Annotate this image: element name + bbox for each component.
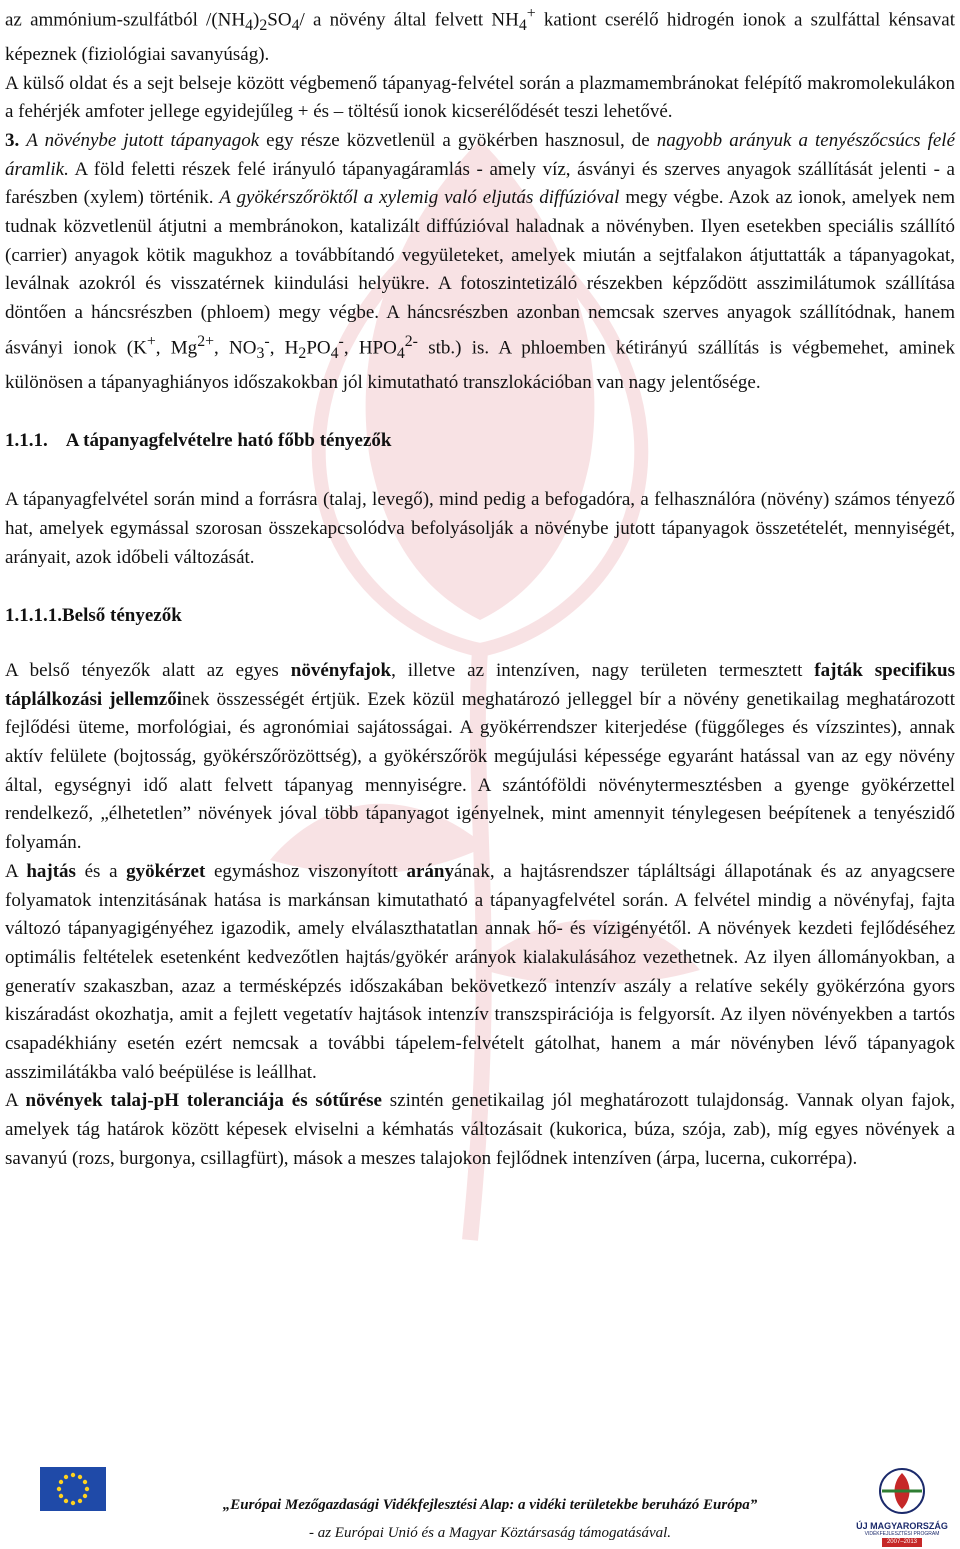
paragraph-2: A külső oldat és a sejt belseje között végbemenő tápanyag-felvétel során a plazmamembránokat felépítő makromolekulákon a fehérjék amfoter jellege egyidejűleg + és – töltésű ionok kicserélődését teszi lehetővé. — [5, 72, 955, 123]
footer-line-2: - az Európai Unió és a Magyar Köztársaság támogatásával. — [308, 1525, 672, 1541]
logo-emblem-icon — [852, 1461, 952, 1521]
document-page — [5, 0, 955, 1174]
eu-flag-icon — [40, 1467, 106, 1511]
logo-subtitle: VIDÉKFEJLESZTÉSI PROGRAM — [864, 1531, 940, 1537]
section-heading-2: 1.1.1.1.Belső tényezők — [5, 605, 182, 627]
paragraph-5: A belső tényezők alatt az egyes növényfajok, illetve az intenzíven, nagy területen termesztett fajták specifikus táplálkozási jellemzőinek összességét értjük. Ezek közül meghatározó jelleggel bír a növény genetikailag meghatározott fejlődési üteme, morfológiai, és agronómiai sajátosságai. A gyökérrendszer kiterjedése (függőleges és vízszintes), annak aktív felülete (bojtosság, gyökérszőrözöttség), a gyökérszőrök megújulási képessége egyaránt hatással van az egy növény által, egységnyi idő alatt felvett tápanyag mennyiségre. A szántóföldi növénytermesztésben a gyenge gyökérzettel rendelkező, „élhetetlen” növények jóval több tápanyagot igényelnek, mint amennyit ténylegesen beépítenek a tenyészidő folyamán. — [5, 659, 956, 854]
paragraph-6: A hajtás és a gyökérzet egymáshoz viszonyított arányának, a hajtásrendszer tápláltsági állapotának és az anyagcsere folyamatok intenzitásának hatása is markánsan kimutatható a tápanyagfelvétel során. A felvétel mindig a növényfaj, fajta változó tápanyagigényéhez igazodik, amely elválaszthatatlan annak hő- és vízigényétől. A növények kezdeti fejlődéséhez optimális feltételek esetenként kedvezőtlen hajtás/gyökér arányok kialakulásához vezethetnek. Az ilyen állományokban, a generatív szakaszban, azaz a termésképzés időszakában bekövetkező intenzív aszály a relatíve sekély gyökérzóna gyors kiszáradást okozhatja, amit a fejlett vegetatív hajtások intenzív transzspirációja is felgyorsít. Az ilyen növényekben a tartós csapadékhiány esetén ezért nemcsak a további tápelem-felvételt gátolhat, hanem a már növényben lévő tápanyagok asszimilátákba való beépülése is leállhat. — [5, 860, 955, 1083]
page-footer — [0, 1455, 960, 1549]
logo-title: ÚJ MAGYARORSZÁG — [856, 1521, 948, 1531]
footer-line-1: „Európai Mezőgazdasági Vidékfejlesztési Alap: a vidéki területekbe beruházó Európa” — [222, 1497, 758, 1513]
paragraph-4: A tápanyagfelvétel során mind a forrásra (talaj, levegő), mind pedig a befogadóra, a felhasználóra (növény) számos tényező hat, amelyek egymással szorosan összekapcsolódva befolyásolják a növénybe jutott tápanyagok összetételét, mennyiségét, arányait, azok időbeli változását. — [5, 489, 955, 568]
uj-magyarorszag-logo — [852, 1461, 952, 1549]
eu-stars-icon — [40, 1467, 106, 1511]
paragraph-3: 3. A növénybe jutott tápanyagok egy része közvetlenül a gyökérben hasznosul, de nagyobb arányuk a tenyészőcsúcs felé áramlik. A föld feletti részek felé irányuló tápanyagáramlás - amely víz, ásványi és szerves anyagok szállítását jelenti - a farészben (xylem) történik. A gyökérszőröktől a xylemig való eljutás diffúzióval megy végbe. Azok az ionok, amelyek nem tudnak közvetlenül átjutni a membránokon, katalizált diffúzióval haladnak a növényben. Ilyen esetekben speciális szállító (carrier) anyagok kötik magukhoz a továbbítandó vegyületeket, amelyek miután a sejtfalakon átjuttatták a tápanyagokat, leválnak azokról és visszatérnek kiindulási helyükre. A fotoszintetizáló részekben képződött asszimilátumok szállítása döntően a háncsrészben (phloem) megy végbe. A háncsrészben azonban nemcsak szerves anyagok szállítódnak, hanem ásványi ionok (K+, $Mg^{2+}$, $NO_3^-$, $H_2PO_4^-$, $HPO_4^{2-}$ stb.) is. A phloemben kétirányú szállítás is végbemehet, aminek különösen a tápanyaghiányos időszakokban jól kimutatható transzlokációban van nagy jelentősége. — [5, 129, 955, 393]
paragraph-7: A növények talaj-pH toleranciája és sótűrése szintén genetikailag jól meghatározott tulajdonság. Vannak olyan fajok, amelyek tág határok között képesek elviselni a kémhatás változásait (kukorica, búza, szója, zab), míg egyes növények a savanyú (rozs, burgonya, csillagfürt), mások a meszes talajokon fejlődnek intenzíven (árpa, lucerna, cukorrépa). — [5, 1090, 955, 1169]
paragraph-1: az ammónium-szulfátból $/(NH_4)_2SO_4/$ a növény által felvett $NH_4^+$ kationt cserélő hidrogén ionok a szulfáttal kénsavat képeznek (fiziológiai savanyúság). — [5, 5, 955, 65]
logo-years: 2007–2013 — [882, 1538, 922, 1547]
section-heading-1: 1.1.1. A tápanyagfelvételre ható főbb tényezők — [5, 430, 392, 452]
